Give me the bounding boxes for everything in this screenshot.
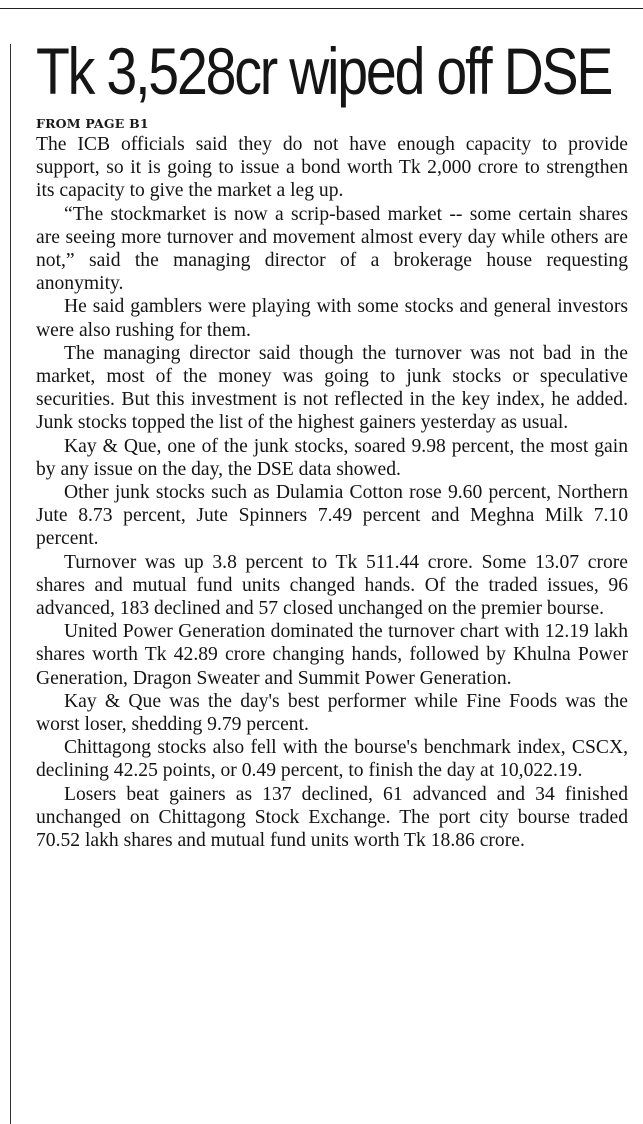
paragraph: Kay & Que was the day's best performer while Fine Foods was the worst loser, shedding 9.79 percent. (36, 690, 628, 736)
news-article (36, 30, 628, 852)
paragraph: United Power Generation dominated the turnover chart with 12.19 lakh shares worth Tk 42.89 crore changing hands, followed by Khulna Power Generation, Dragon Sweater and Summit Power Generation. (36, 621, 628, 689)
paragraph: Turnover was up 3.8 percent to Tk 511.44 crore. Some 13.07 crore shares and mutual fund units changed hands. Of the traded issues, 96 advanced, 183 declined and 57 closed unchanged on the premier bourse. (36, 551, 628, 620)
paragraph: Chittagong stocks also fell with the bourse's benchmark index, CSCX, declining 42.25 points, or 0.49 percent, to finish the day at 10,022.19. (36, 737, 628, 782)
article-body (36, 133, 628, 852)
paragraph: Losers beat gainers as 137 declined, 61 advanced and 34 finished unchanged on Chittagong Stock Exchange. The port city bourse traded 70.52 lakh shares and mutual fund units worth Tk 18.86 crore. (36, 783, 628, 852)
paragraph: The managing director said though the turnover was not bad in the market, most of the money was going to junk stocks or speculative securities. But this investment is not reflected in the key index, he added. Junk stocks topped the list of the highest gainers yesterday as usual. (36, 342, 628, 434)
source-line: FROM PAGE B1 (36, 116, 149, 131)
paragraph: The ICB officials said they do not have enough capacity to provide support, so it is going to issue a bond worth Tk 2,000 crore to strengthen its capacity to give the market a leg up. (36, 134, 628, 202)
top-rule (0, 8, 643, 9)
article-headline: Tk 3,528cr wiped off DSE (36, 34, 612, 108)
paragraph: Other junk stocks such as Dulamia Cotton rose 9.60 percent, Northern Jute 8.73 percent, Jute Spinners 7.49 percent and Meghna Milk 7.10 percent. (36, 482, 628, 550)
paragraph: Kay & Que, one of the junk stocks, soared 9.98 percent, the most gain by any issue on the day, the DSE data showed. (36, 435, 628, 480)
paragraph: He said gamblers were playing with some stocks and general investors were also rushing for them. (36, 296, 628, 341)
paragraph: “The stockmarket is now a scrip-based market -- some certain shares are seeing more turnover and movement almost every day while others are not,” said the managing director of a brokerage house requesting anonymity. (36, 203, 628, 295)
column-rule (10, 44, 11, 1124)
